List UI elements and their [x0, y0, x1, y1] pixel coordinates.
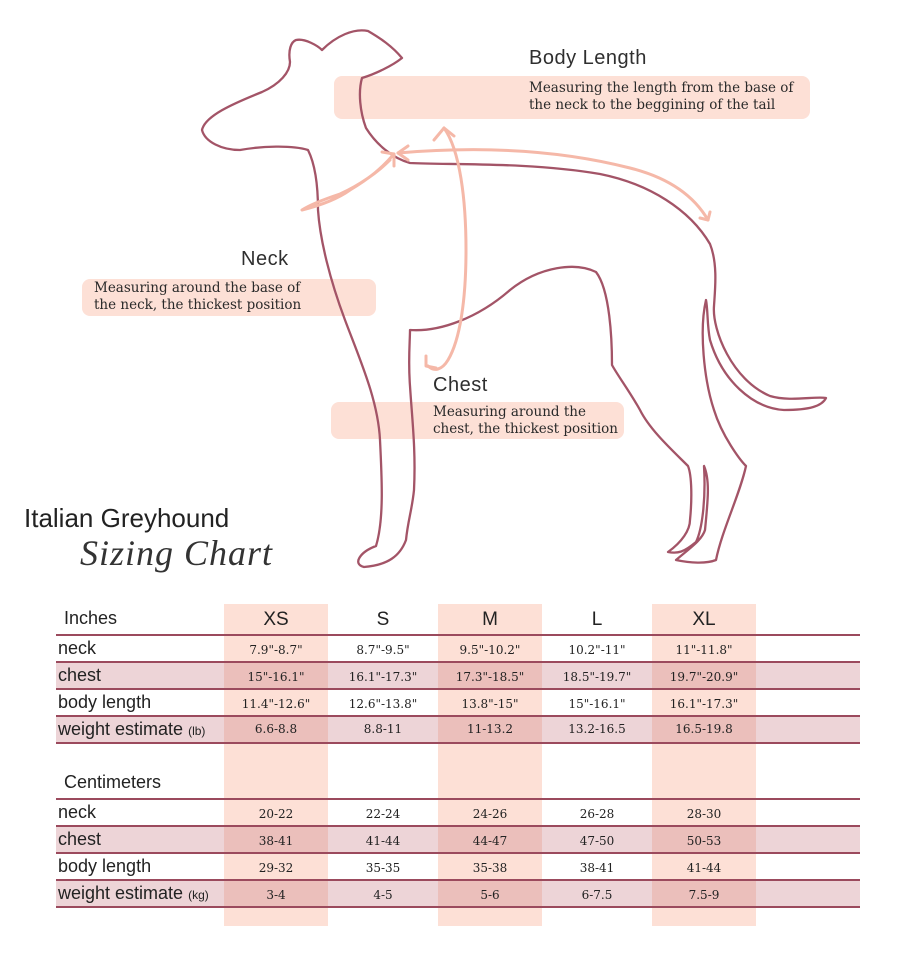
table-rule — [56, 634, 860, 636]
size-header-m: M — [482, 609, 498, 630]
size-header-s: S — [376, 609, 390, 630]
body-length-desc-line: Measuring the length from the base of — [529, 80, 794, 96]
table-rule — [56, 906, 860, 908]
table-cell: 41-44 — [365, 834, 401, 848]
table-cell: 12.6"-13.8" — [348, 697, 418, 711]
inches-section-title: Inches — [64, 608, 118, 628]
table-cell: 8.7"-9.5" — [356, 643, 410, 657]
table-rule — [56, 798, 860, 800]
neck-desc-line: the neck, the thickest position — [94, 297, 302, 313]
table-cell: 11.4"-12.6" — [241, 697, 311, 711]
neck-description — [94, 280, 301, 314]
table-rule — [56, 825, 860, 827]
table-rule — [56, 879, 860, 881]
table-rule — [56, 688, 860, 690]
row-label: body length — [58, 856, 152, 876]
table-cell: 7.5-9 — [688, 888, 720, 902]
centimeters-section-title: Centimeters — [64, 772, 162, 792]
table-cell: 11"-11.8" — [675, 643, 733, 657]
table-cell: 19.7"-20.9" — [669, 670, 739, 684]
table-cell: 38-41 — [579, 861, 615, 875]
table-cell: 24-26 — [472, 807, 508, 821]
row-label: neck — [58, 638, 97, 658]
table-cell: 18.5"-19.7" — [562, 670, 632, 684]
size-header-xs: XS — [263, 609, 289, 630]
table-cell: 15"-16.1" — [247, 670, 305, 684]
row-label: weight estimate (kg) — [58, 883, 209, 903]
table-cell: 28-30 — [686, 807, 722, 821]
table-cell: 3-4 — [266, 888, 286, 902]
chest-desc-line: Measuring around the — [433, 404, 586, 420]
size-header-xl: XL — [692, 609, 716, 630]
chest-title: Chest — [433, 374, 488, 396]
table-cell: 5-6 — [480, 888, 500, 902]
table-rule — [56, 852, 860, 854]
table-rule — [56, 742, 860, 744]
table-cell: 10.2"-11" — [568, 643, 626, 657]
body-length-arrow — [398, 150, 708, 220]
table-cell: 41-44 — [686, 861, 722, 875]
row-label: chest — [58, 829, 102, 849]
table-cell: 6.6-8.8 — [254, 722, 298, 736]
table-cell: 35-35 — [365, 861, 401, 875]
table-cell: 22-24 — [365, 807, 401, 821]
table-cell: 29-32 — [258, 861, 294, 875]
body-length-description — [529, 80, 793, 114]
table-rule — [56, 661, 860, 663]
row-label: neck — [58, 802, 97, 822]
neck-desc-line: Measuring around the base of — [94, 280, 301, 296]
table-cell: 9.5"-10.2" — [459, 643, 521, 657]
table-cell: 20-22 — [258, 807, 294, 821]
table-cell: 50-53 — [686, 834, 722, 848]
body-length-title: Body Length — [529, 47, 647, 69]
size-header-l: L — [591, 609, 603, 630]
table-cell: 26-28 — [579, 807, 615, 821]
table-rule — [56, 715, 860, 717]
table-cell: 15"-16.1" — [568, 697, 626, 711]
table-cell: 6-7.5 — [581, 888, 613, 902]
table-cell: 38-41 — [258, 834, 294, 848]
chest-arrowhead-bottom — [426, 356, 436, 368]
row-label: weight estimate (lb) — [58, 719, 206, 739]
table-cell: 47-50 — [579, 834, 615, 848]
brand-subtitle: Sizing Chart — [80, 533, 274, 573]
table-cell: 8.8-11 — [363, 722, 403, 736]
table-cell: 4-5 — [373, 888, 393, 902]
table-cell: 13.2-16.5 — [568, 722, 626, 736]
chest-description — [433, 404, 618, 438]
table-cell: 7.9"-8.7" — [249, 643, 303, 657]
table-cell: 35-38 — [472, 861, 508, 875]
brand-title: Italian Greyhound — [24, 503, 230, 533]
table-cell: 13.8"-15" — [461, 697, 519, 711]
table-cell: 16.5-19.8 — [675, 722, 733, 736]
table-cell: 44-47 — [472, 834, 508, 848]
table-cell: 16.1"-17.3" — [669, 697, 739, 711]
body-length-desc-line: the neck to the beggining of the tail — [529, 97, 776, 113]
table-cell: 16.1"-17.3" — [348, 670, 418, 684]
table-cell: 17.3"-18.5" — [455, 670, 525, 684]
row-label: body length — [58, 692, 152, 712]
neck-title: Neck — [241, 248, 289, 270]
chest-desc-line: chest, the thickest position — [433, 421, 618, 437]
table-cell: 11-13.2 — [466, 722, 514, 736]
row-label: chest — [58, 665, 102, 685]
